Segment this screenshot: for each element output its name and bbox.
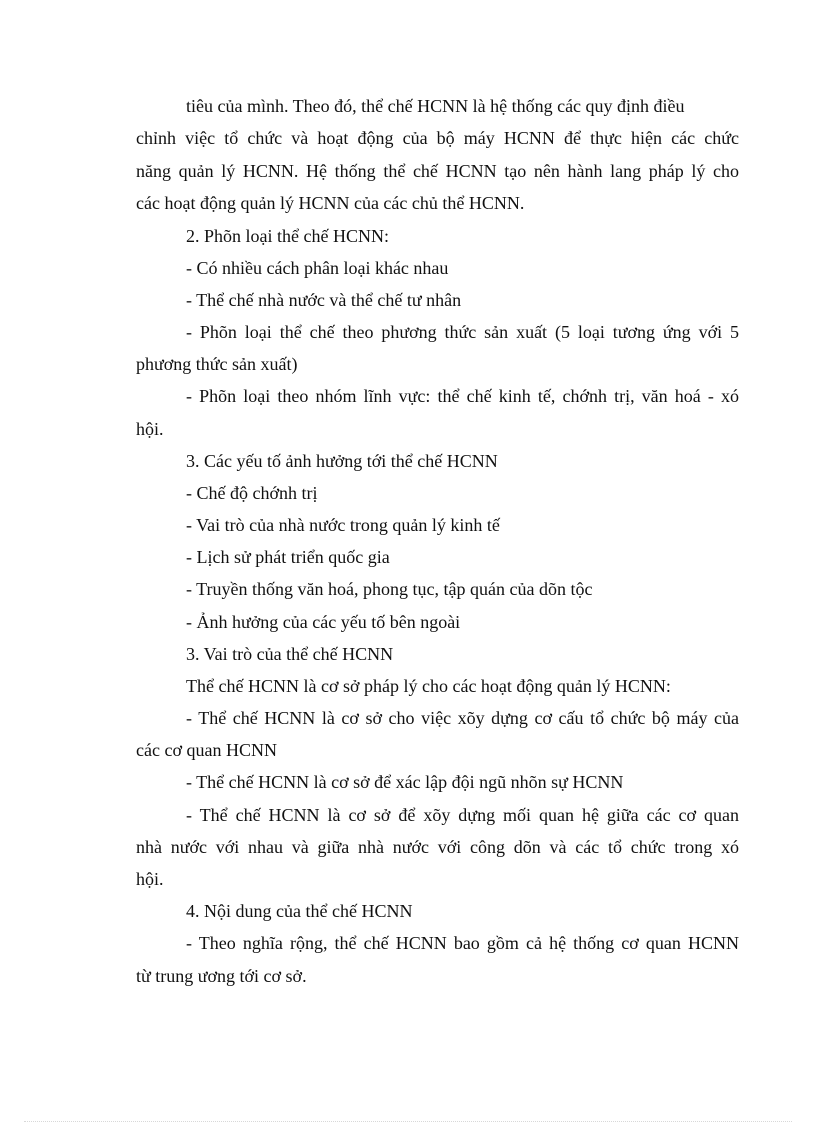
section-heading: 4. Nội dung của thể chế HCNN [186,901,413,921]
section-heading: 3. Các yếu tố ảnh hưởng tới thể chế HCNN [186,451,498,471]
section-heading: 2. Phõn loại thể chế HCNN: [186,226,389,246]
section-heading: 3. Vai trò của thể chế HCNN [186,644,394,664]
text-line: - Vai trò của nhà nước trong quản lý kinh tế [186,515,500,535]
text-line: - Thể chế HCNN là cơ sở để xõy dựng mối quan hệ giữa các cơ quan [186,805,739,825]
text-line: Thể chế HCNN là cơ sở pháp lý cho các hoạt động quản lý HCNN: [186,676,671,696]
text-line: từ trung ương tới cơ sở. [136,966,307,986]
text-line: phương thức sản xuất) [136,354,298,374]
text-line: tiêu của mình. Theo đó, thể chế HCNN là hệ thống các quy định điều [186,96,685,116]
text-line: - Lịch sử phát triển quốc gia [186,547,390,567]
text-line: hội. [136,419,164,439]
text-line: các cơ quan HCNN [136,740,277,760]
text-line: - Phõn loại thể chế theo phương thức sản xuất (5 loại tương ứng với 5 [186,322,739,342]
text-line: hội. [136,869,164,889]
text-line: - Ảnh hưởng của các yếu tố bên ngoài [186,612,461,632]
text-line: - Thể chế HCNN là cơ sở cho việc xõy dựng cơ cấu tổ chức bộ máy của [186,708,739,728]
text-line: - Thể chế nhà nước và thể chế tư nhân [186,290,462,310]
text-line: - Phõn loại theo nhóm lĩnh vực: thể chế kinh tế, chớnh trị, văn hoá - xó [186,386,739,406]
page-bottom-divider [24,1121,792,1122]
text-line: chỉnh việc tổ chức và hoạt động của bộ máy HCNN để thực hiện các chức [136,128,739,148]
text-line: - Theo nghĩa rộng, thể chế HCNN bao gồm cả hệ thống cơ quan HCNN [186,933,739,953]
text-line: các hoạt động quản lý HCNN của các chủ thể HCNN. [136,193,525,213]
text-line: nhà nước với nhau và giữa nhà nước với công dõn và các tổ chức trong xó [136,837,739,857]
text-line: - Thể chế HCNN là cơ sở để xác lập đội ngũ nhõn sự HCNN [186,772,624,792]
text-line: - Truyền thống văn hoá, phong tục, tập quán của dõn tộc [186,579,593,599]
text-line: năng quản lý HCNN. Hệ thống thể chế HCNN tạo nên hành lang pháp lý cho [136,161,739,181]
text-line: - Có nhiều cách phân loại khác nhau [186,258,449,278]
text-line: - Chế độ chớnh trị [186,483,318,503]
